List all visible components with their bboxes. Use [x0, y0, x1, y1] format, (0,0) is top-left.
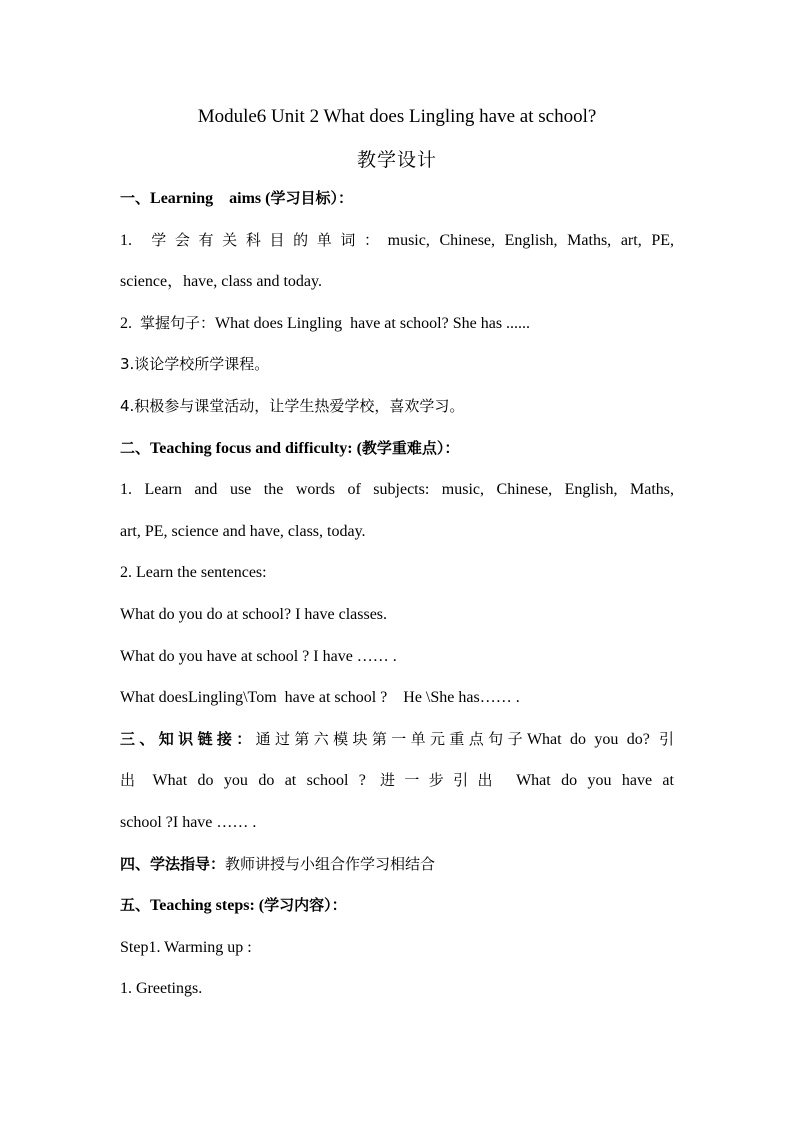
section-3-line-3: school ?I have …… .: [120, 813, 257, 831]
section-1-item-4: 4.积极参与课堂活动，让学生热爱学校，喜欢学习。: [120, 396, 465, 415]
section-3-line-1: 三、知识链接：通过第六模块第一单元重点句子What do you do? 引: [120, 729, 674, 748]
section-2-sentence-1: What do you do at school? I have classes.: [120, 605, 388, 623]
section-2-sentence-2: What do you have at school ? I have …… .: [120, 647, 397, 665]
section-1-item-1-continued: science，have, class and today.: [120, 273, 322, 291]
section-2-item-1-line-2: art, PE, science and have, class, today.: [120, 522, 366, 540]
section-4-heading: 四、学法指导：教师讲授与小组合作学习相结合: [120, 854, 436, 873]
section-1-heading: 一、Learning aims (学习目标）：: [120, 189, 353, 207]
section-5-step-1-item-1: 1. Greetings.: [120, 980, 203, 998]
section-2-heading: 二、Teaching focus and difficulty: (教学重难点）：: [120, 438, 460, 457]
section-3-line-2: 出 What do you do at school ? 进一步引出 What do you have at: [120, 771, 674, 790]
document-subtitle: 教学设计: [356, 149, 437, 171]
section-1-item-2: 2. 掌握句子：What does Lingling have at school? She has ......: [120, 313, 531, 332]
document-body: [120, 103, 674, 1010]
section-5-step-1: Step1. Warming up :: [120, 938, 252, 956]
section-5-heading: 五、Teaching steps: (学习内容）：: [120, 896, 347, 915]
section-2-item-2: 2. Learn the sentences:: [120, 564, 267, 582]
section-1-item-1: 1. 学会有关科目的单词：music, Chinese, English, Maths, art, PE,: [120, 230, 674, 249]
document-title: Module6 Unit 2 What does Lingling have at school?: [197, 106, 597, 127]
section-2-sentence-3: What doesLingling\Tom have at school ? He \She has…… .: [120, 689, 520, 707]
section-2-item-1-line-1: 1. Learn and use the words of subjects: music, Chinese, English, Maths,: [120, 481, 674, 499]
section-1-item-3: 3.谈论学校所学课程。: [120, 355, 270, 374]
